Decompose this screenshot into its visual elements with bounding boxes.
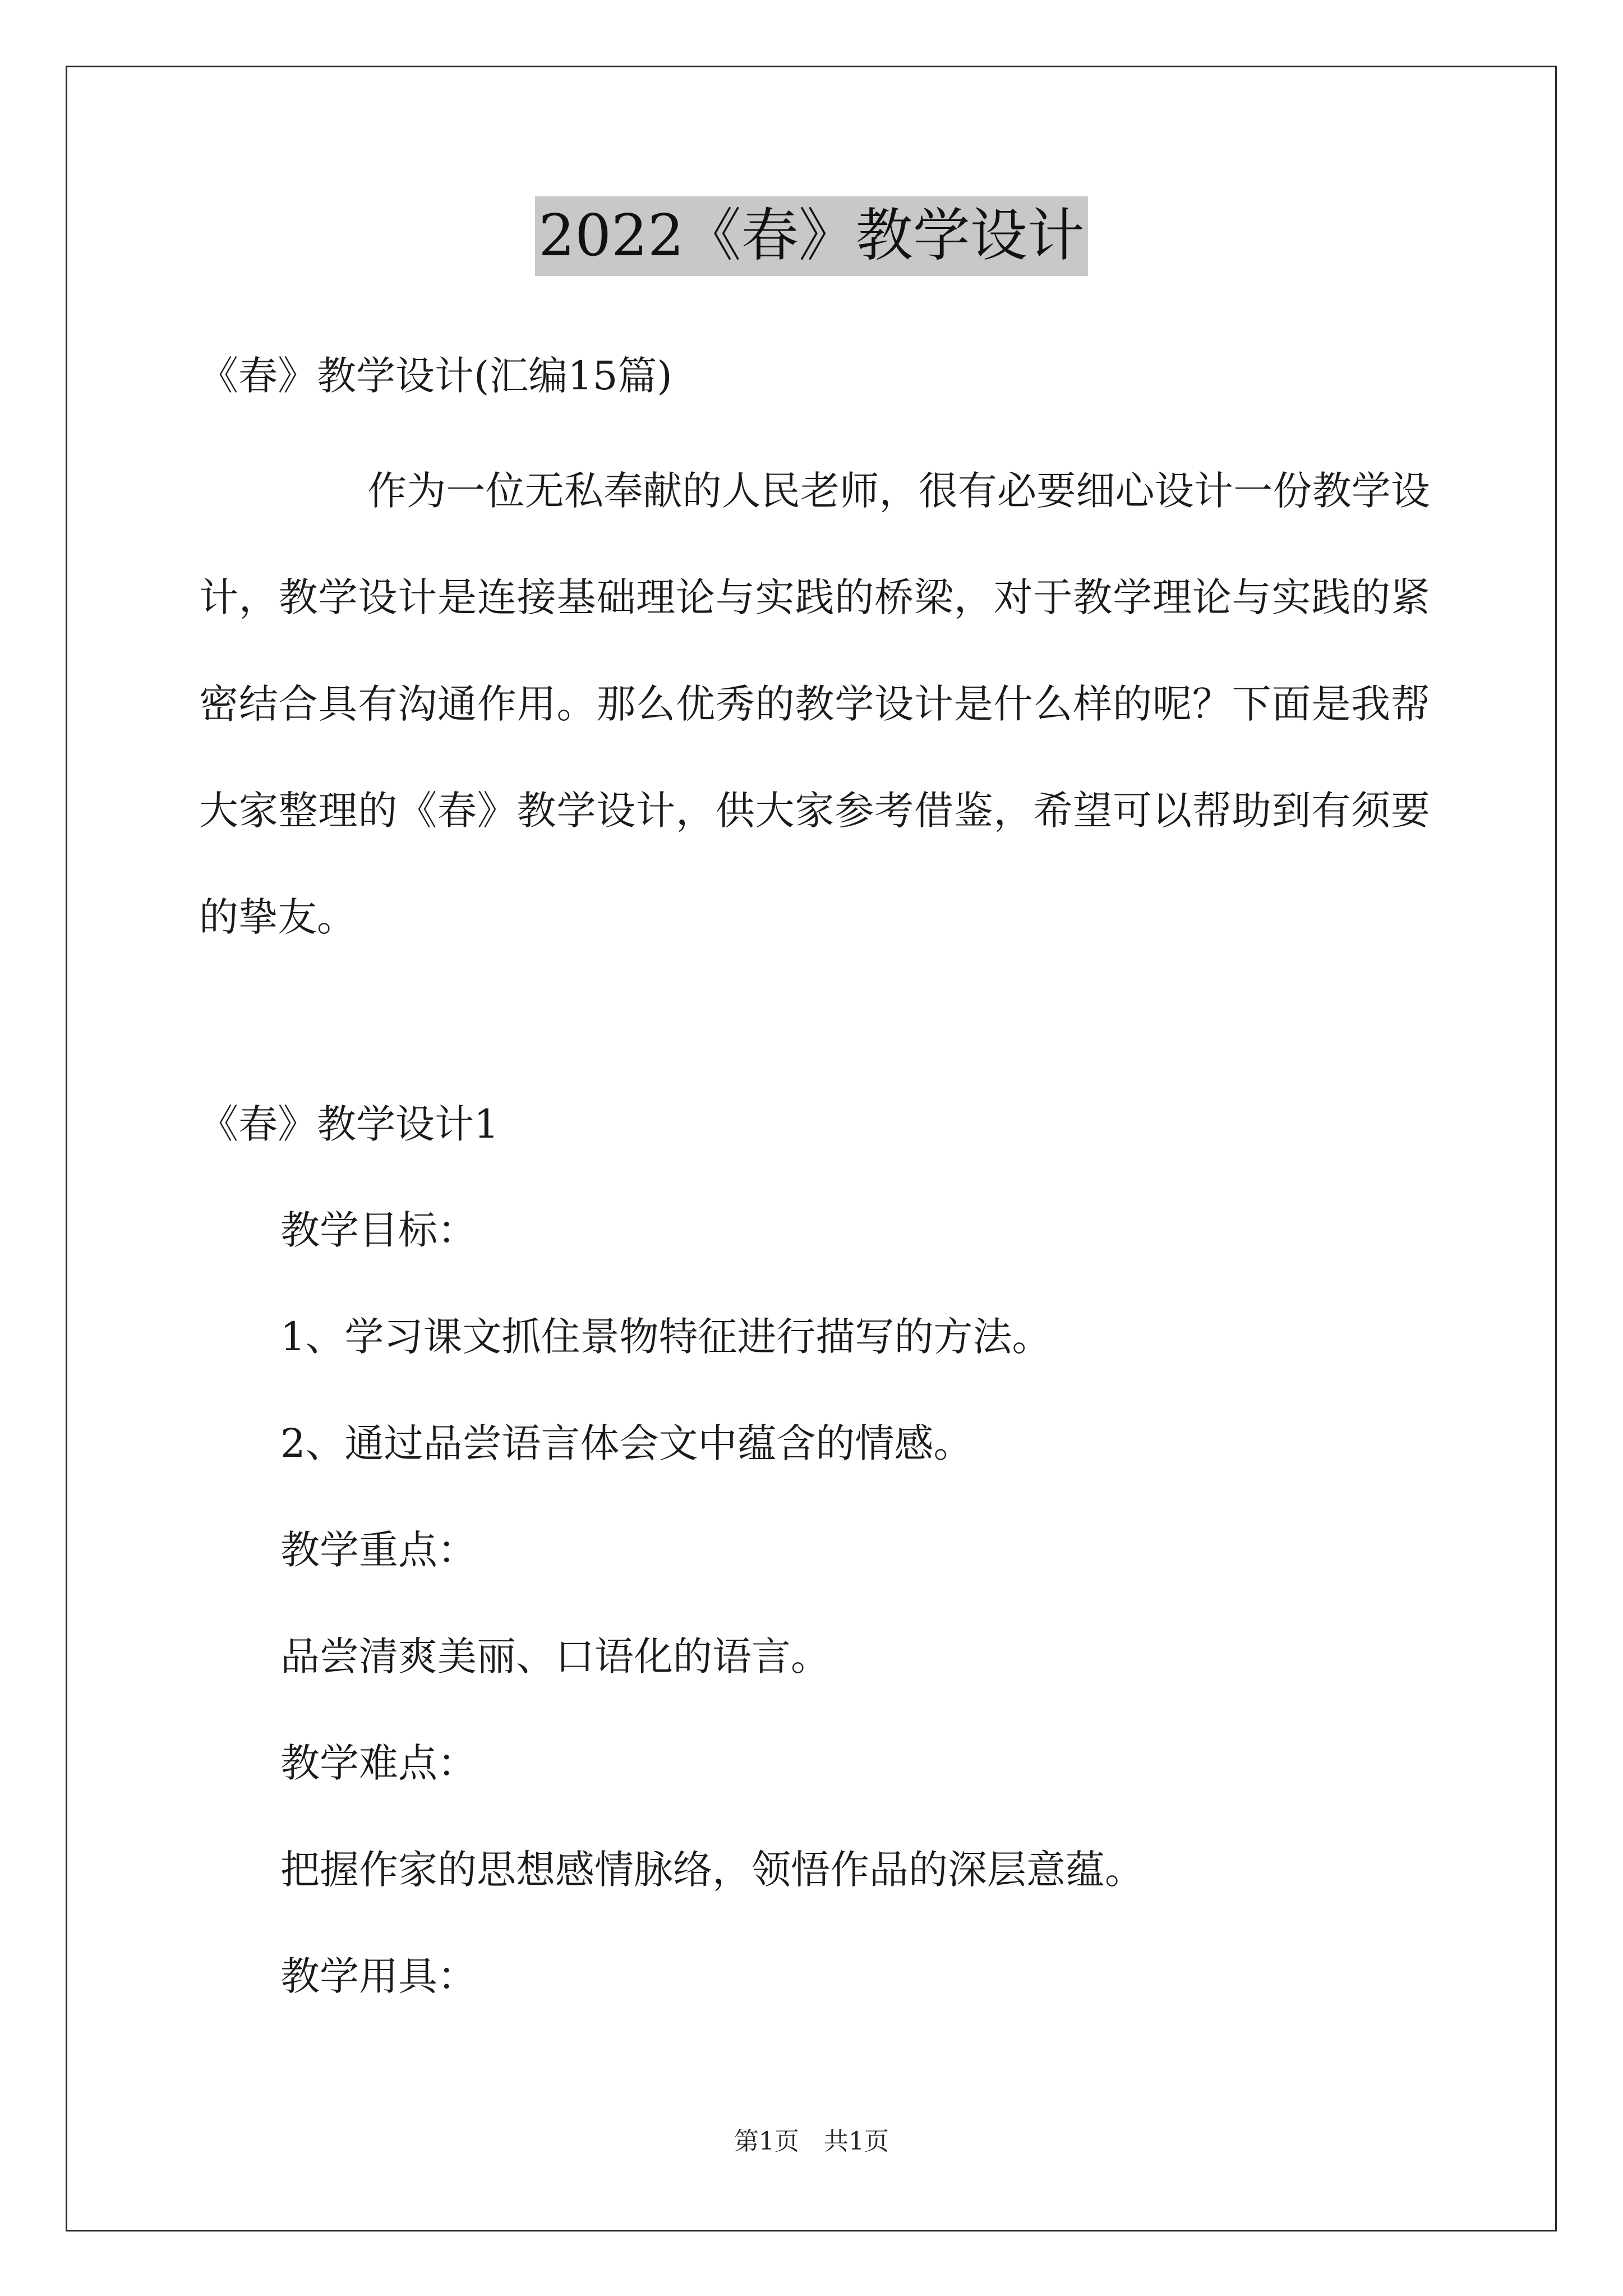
- page-footer: 第1页 共1页: [734, 2127, 889, 2156]
- line-teaching-tools-label: 教学用具：: [280, 1953, 477, 1999]
- document-subtitle: 《春》教学设计(汇编15篇): [199, 353, 672, 399]
- intro-paragraph: 作为一位无私奉献的人民老师，很有必要细心设计一份教学设计，教学设计是连接基础理论与实践的桥梁，对于教学理论与实践的紧密结合具有沟通作用。那么优秀的教学设计是什么样的呢？下面是我帮大家整理的《春》教学设计，供大家参考借鉴，希望可以帮助到有须要的挚友。: [199, 468, 1430, 940]
- line-objective-1: 1、学习课文抓住景物特征进行描写的方法。: [280, 1314, 1052, 1360]
- line-objective-2: 2、通过品尝语言体会文中蕴含的情感。: [280, 1420, 973, 1466]
- line-objectives-label: 教学目标：: [280, 1207, 477, 1253]
- line-key-points: 品尝清爽美丽、口语化的语言。: [280, 1634, 830, 1680]
- line-difficulties-label: 教学难点：: [280, 1740, 477, 1786]
- line-difficulties: 把握作家的思想感情脉络，领悟作品的深层意蕴。: [280, 1847, 1144, 1893]
- document-title: 2022《春》教学设计: [535, 196, 1088, 276]
- document-title-block: [0, 196, 1623, 276]
- section-heading: 《春》教学设计1: [199, 1101, 499, 1147]
- line-key-points-label: 教学重点：: [280, 1527, 477, 1573]
